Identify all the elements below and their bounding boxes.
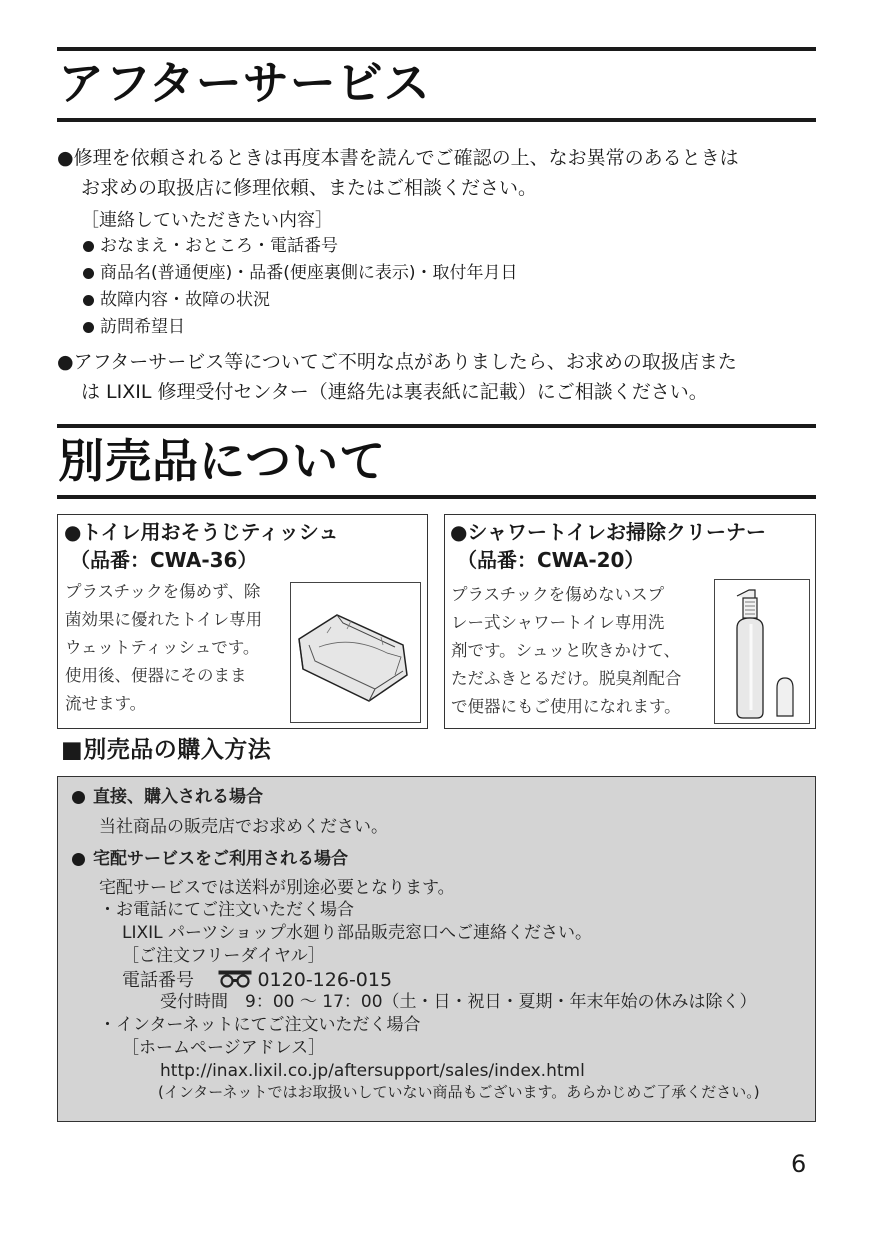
product-description-line: ウェットティッシュです。 <box>65 638 260 657</box>
bullet-icon <box>83 268 94 279</box>
contact-item: 商品名(普通便座)・品番(便座裏側に表示)・取付年月日 <box>83 265 518 282</box>
delivery-line: 宅配サービスでは送料が別途必要となります。 <box>99 878 455 898</box>
contact-item: 訪問希望日 <box>83 319 185 336</box>
direct-purchase-title: 直接、購入される場合 <box>72 789 263 806</box>
section-rule <box>57 424 816 428</box>
product-title: ●シャワートイレお掃除クリーナー <box>450 520 767 544</box>
direct-purchase-text: 当社商品の販売店でお求めください。 <box>99 817 388 837</box>
product-description-line: 使用後、便器にそのまま <box>65 666 247 685</box>
delivery-title: 宅配サービスをご利用される場合 <box>72 851 348 868</box>
accessories-title: 別売品について <box>58 434 387 488</box>
purchase-method-box <box>57 776 816 1122</box>
contact-item: おなまえ・おところ・電話番号 <box>83 238 338 255</box>
delivery-line: LIXIL パーツショップ水廻り部品販売窓口へご連絡ください。 <box>122 923 592 943</box>
contact-heading: ［連絡していただきたい内容］ <box>81 210 333 231</box>
product-code: （品番：CWA-20） <box>457 548 645 572</box>
product-box-tissue <box>57 514 428 729</box>
product-image-frame <box>290 582 421 723</box>
page-number: 6 <box>791 1150 807 1178</box>
product-title: ●トイレ用おそうじティッシュ <box>64 520 339 544</box>
product-description-line: 菌効果に優れたトイレ専用 <box>65 610 263 629</box>
purchase-heading: ■別売品の購入方法 <box>61 737 272 763</box>
after-service-para2-line1: ●アフターサービス等についてご不明な点がありましたら、お求めの取扱店また <box>57 351 737 373</box>
contact-item: 故障内容・故障の状況 <box>83 292 270 309</box>
bullet-icon <box>72 791 85 804</box>
product-description-line: 剤です。シュッと吹きかけて、 <box>451 641 681 660</box>
phone-number: 0120-126-015 <box>257 969 393 991</box>
phone-row <box>122 970 392 992</box>
bullet-icon <box>72 853 85 866</box>
phone-label: 電話番号 <box>122 970 194 991</box>
product-description-line: プラスチックを傷めないスプ <box>451 585 665 604</box>
homepage-url[interactable]: http://inax.lixil.co.jp/aftersupport/sales/index.html <box>160 1061 585 1081</box>
reception-hours: 受付時間 9：00 ～ 17：00（土・日・祝日・夏期・年末年始の休みは除く） <box>160 992 757 1012</box>
product-description-line: 流せます。 <box>65 694 147 713</box>
product-description-line: レー式シャワートイレ専用洗 <box>451 613 665 632</box>
product-description-line: プラスチックを傷めず、除 <box>65 582 261 601</box>
after-service-title: アフターサービス <box>58 56 431 110</box>
after-service-para2-line2: は LIXIL 修理受付センター（連絡先は裏表紙に記載）にご相談ください。 <box>81 381 708 403</box>
product-description-line: ただふきとるだけ。脱臭剤配合 <box>451 669 682 688</box>
internet-order-line: ・インターネットにてご注文いただく場合 <box>99 1015 421 1035</box>
freedial-icon <box>218 970 252 992</box>
tissue-pack-icon <box>291 583 420 722</box>
spray-bottle-icon <box>715 580 809 723</box>
bullet-icon <box>83 295 94 306</box>
after-service-para1-line1: ●修理を依頼されるときは再度本書を読んでご確認の上、なお異常のあるときは <box>57 147 739 169</box>
bullet-icon <box>83 322 94 333</box>
delivery-line: ［ご注文フリーダイヤル］ <box>122 946 325 966</box>
after-service-para1-line2: お求めの取扱店に修理依頼、またはご相談ください。 <box>81 177 538 199</box>
homepage-label: ［ホームページアドレス］ <box>122 1038 326 1058</box>
product-description-line: で便器にもご使用になれます。 <box>451 697 681 716</box>
bullet-icon <box>83 241 94 252</box>
top-rule <box>57 47 816 51</box>
product-code: （品番：CWA-36） <box>70 548 258 572</box>
title-underline <box>57 118 816 122</box>
section-underline <box>57 495 816 499</box>
internet-note: (インターネットではお取扱いしていない商品もございます。あらかじめご了承ください。) <box>158 1083 760 1101</box>
product-box-cleaner <box>444 514 816 729</box>
delivery-line: ・お電話にてご注文いただく場合 <box>99 900 354 920</box>
product-image-frame <box>714 579 810 724</box>
